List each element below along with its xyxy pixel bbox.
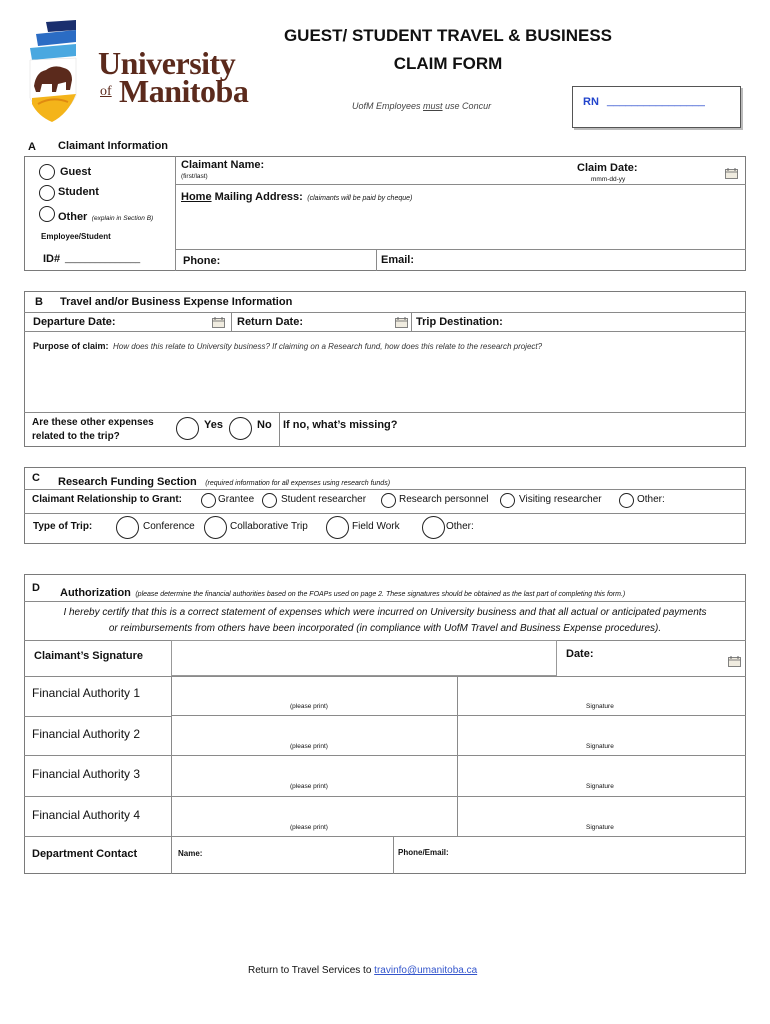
label-grantee: Grantee — [218, 494, 255, 505]
label-other-note: (explain in Section B) — [91, 215, 154, 222]
fa4-please-print: (please print) — [290, 824, 328, 831]
label-name: Name: — [178, 849, 203, 858]
fa1-signature: Signature — [586, 703, 614, 710]
section-c-letter: C — [32, 472, 40, 484]
radio-other[interactable] — [39, 206, 55, 222]
label-claimant-name: Claimant Name: — [181, 159, 265, 171]
radio-trip-other[interactable] — [422, 516, 445, 539]
rn-box[interactable] — [572, 86, 741, 128]
bison-shield-icon — [28, 20, 88, 124]
form-title-line1: GUEST/ STUDENT TRAVEL & BUSINESS — [283, 26, 613, 45]
radio-guest[interactable] — [39, 164, 55, 180]
section-b-letter: B — [35, 296, 43, 308]
label-destination: Trip Destination: — [416, 316, 503, 328]
label-home: Home — [181, 191, 212, 203]
label-visiting-researcher: Visiting researcher — [519, 494, 602, 505]
radio-field-work[interactable] — [326, 516, 349, 539]
concur-note — [352, 101, 491, 111]
logo-line-manitoba: Manitoba — [119, 73, 249, 109]
label-other-text: Other — [58, 211, 88, 223]
label-claimant-signature: Claimant’s Signature — [34, 650, 144, 662]
label-departure: Departure Date: — [33, 316, 116, 328]
concur-note-post: use Concur — [442, 101, 492, 111]
label-date-format: mmm-dd-yy — [591, 176, 626, 183]
radio-visiting-researcher[interactable] — [500, 493, 515, 508]
purpose-of-claim[interactable] — [33, 336, 542, 354]
radio-collaborative[interactable] — [204, 516, 227, 539]
label-fa2: Financial Authority 2 — [32, 727, 141, 741]
radio-research-personnel[interactable] — [381, 493, 396, 508]
claimant-signature-field[interactable] — [171, 640, 557, 676]
calendar-icon[interactable] — [725, 168, 738, 179]
label-fa4: Financial Authority 4 — [32, 808, 141, 822]
section-d-box — [24, 574, 746, 874]
label-mailing-address — [181, 187, 412, 205]
section-d-note: (please determine the financial authorities based on the FOAPs used on page 2. These signatures should be obtained as the last part of completing this form.) — [135, 591, 626, 598]
concur-note-must: must — [423, 101, 443, 111]
label-student-researcher: Student researcher — [281, 494, 367, 505]
section-b-title: Travel and/or Business Expense Information — [60, 296, 293, 308]
section-a-title: Claimant Information — [58, 140, 169, 152]
radio-student[interactable] — [39, 185, 55, 201]
label-other — [58, 207, 153, 225]
signature-date-calendar-icon[interactable] — [728, 656, 741, 667]
logo-line-university: University — [98, 45, 236, 81]
label-email: Email: — [381, 254, 415, 266]
section-a-letter: A — [28, 141, 36, 153]
label-phone: Phone: — [183, 255, 221, 267]
label-mailing-note: (claimants will be paid by cheque) — [307, 195, 413, 202]
section-d-heading — [60, 583, 625, 601]
label-fa3: Financial Authority 3 — [32, 767, 141, 781]
return-calendar-icon[interactable] — [395, 317, 408, 328]
label-rel-other: Other: — [637, 494, 665, 505]
label-first-last: (first/last) — [181, 173, 208, 180]
label-relationship: Claimant Relationship to Grant: — [32, 494, 183, 505]
fa1-please-print: (please print) — [290, 703, 328, 710]
label-claim-date: Claim Date: — [577, 162, 638, 174]
radio-yes[interactable] — [176, 417, 199, 440]
id-blank[interactable]: _______________ — [65, 253, 141, 263]
label-collaborative: Collaborative Trip — [230, 521, 308, 532]
certification-line1: I hereby certify that this is a correct statement of expenses which were incurred on University business and that all actual or anticipated payments — [63, 607, 707, 618]
label-conference: Conference — [143, 521, 195, 532]
certification-line2: or reimbursements from others have been incorporated (in compliance with UofM Travel and Business Expense procedures). — [108, 623, 662, 634]
label-missing: If no, what’s missing? — [283, 419, 398, 431]
radio-student-researcher[interactable] — [262, 493, 277, 508]
section-c-note: (required information for all expenses using research funds) — [205, 480, 391, 487]
label-yes: Yes — [204, 419, 223, 431]
form-title-line2: CLAIM FORM — [393, 54, 503, 73]
purpose-question: How does this relate to University business? If claiming on a Research fund, how does this relate to the research project? — [112, 342, 543, 351]
label-department-contact: Department Contact — [32, 848, 138, 860]
footer-email-link[interactable]: travinfo@umanitoba.ca — [374, 965, 478, 976]
fa2-signature: Signature — [586, 743, 614, 750]
label-employee-student: Employee/Student — [41, 232, 111, 241]
radio-no[interactable] — [229, 417, 252, 440]
radio-conference[interactable] — [116, 516, 139, 539]
rn-label: RN — [583, 96, 599, 108]
label-id: ID# — [43, 253, 61, 265]
label-field-work: Field Work — [352, 521, 400, 532]
label-purpose: Purpose of claim: — [33, 341, 109, 351]
fa4-signature: Signature — [586, 824, 614, 831]
footer-return — [248, 965, 477, 976]
fa2-please-print: (please print) — [290, 743, 328, 750]
fa3-signature: Signature — [586, 783, 614, 790]
label-no: No — [257, 419, 272, 431]
radio-grantee[interactable] — [201, 493, 216, 508]
fa3-please-print: (please print) — [290, 783, 328, 790]
label-date: Date: — [566, 648, 594, 660]
radio-rel-other[interactable] — [619, 493, 634, 508]
label-other-expenses-1: Are these other expenses — [32, 417, 154, 428]
section-c-heading — [58, 472, 390, 490]
label-student: Student — [58, 186, 99, 198]
section-d-title: Authorization — [60, 587, 131, 599]
label-mailing: Mailing Address: — [211, 191, 303, 203]
label-trip-type: Type of Trip: — [33, 521, 93, 532]
footer-return-text: Return to Travel Services to — [248, 965, 375, 976]
label-guest: Guest — [60, 166, 92, 178]
university-logo — [28, 20, 253, 124]
section-c-title: Research Funding Section — [58, 476, 197, 488]
label-trip-other: Other: — [446, 521, 474, 532]
label-phone-email: Phone/Email: — [398, 848, 449, 857]
section-d-letter: D — [32, 582, 40, 594]
logo-of: of — [100, 84, 112, 99]
label-research-personnel: Research personnel — [399, 494, 489, 505]
label-other-expenses-2: related to the trip? — [32, 431, 120, 442]
departure-calendar-icon[interactable] — [212, 317, 225, 328]
label-fa1: Financial Authority 1 — [32, 686, 141, 700]
label-return: Return Date: — [237, 316, 304, 328]
concur-note-pre: UofM Employees — [352, 101, 424, 111]
rn-blank: ________________ — [607, 95, 705, 107]
